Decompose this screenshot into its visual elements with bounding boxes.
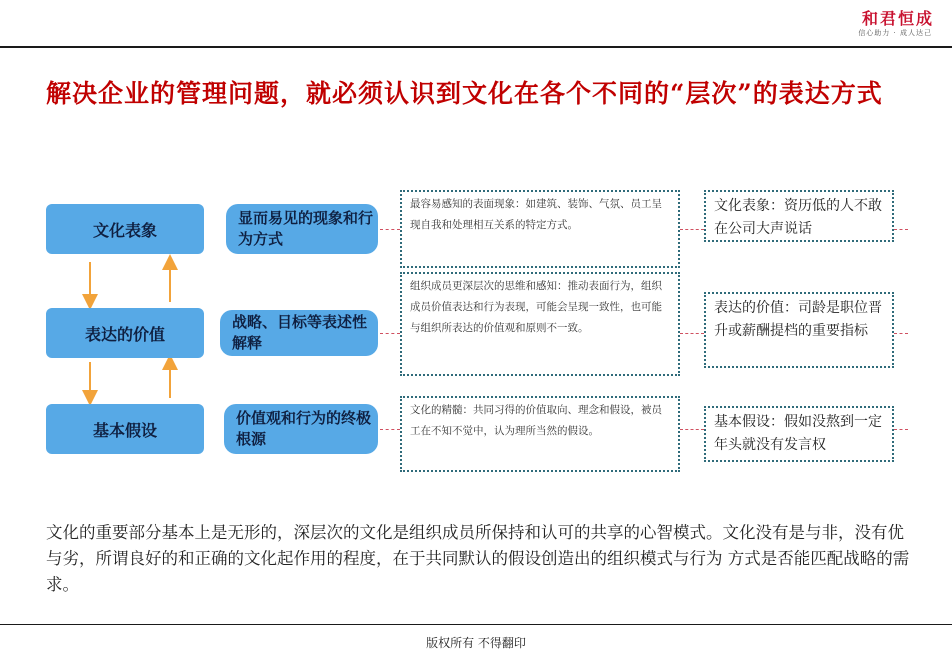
level-description-assumptions: 文化的精髓：共同习得的价值取向、理念和假设，被员工在不知不觉中，认为理所当然的假设。 (400, 396, 680, 472)
level-description-surface: 最容易感知的表面现象：如建筑、装饰、气氛、员工呈现自我和处理相互关系的特定方式。 (400, 190, 680, 268)
company-slogan: 信心助力 · 成人达己 (858, 29, 932, 37)
company-logo: 和君恒成 (861, 9, 934, 28)
connector-line (680, 333, 704, 334)
connector-line (894, 429, 908, 430)
connector-line (380, 333, 400, 334)
level-label-values: 表达的价值 (46, 308, 204, 358)
level-example-surface: 文化表象：资历低的人不敢在公司大声说话 (704, 190, 894, 242)
connector-line (380, 229, 400, 230)
footer-divider (0, 624, 952, 625)
copyright-footer: 版权所有 不得翻印 (426, 636, 526, 650)
level-label-assumptions: 基本假设 (46, 404, 204, 454)
connector-line (380, 429, 400, 430)
summary-paragraph: 文化的重要部分基本上是无形的，深层次的文化是组织成员所保持和认可的共享的心智模式。文化没有是与非，没有优与劣，所谓良好的和正确的文化起作用的程度，在于共同默认的假设创造出的组织模式与行为 方式是否能匹配战略的需求。 (46, 523, 910, 594)
level-description-values: 组织成员更深层次的思维和感知：推动表面行为，组织成员价值表达和行为表现，可能会呈现一致性，也可能与组织所表达的价值观和原则不一致。 (400, 272, 680, 376)
level-example-assumptions: 基本假设：假如没熬到一定年头就没有发言权 (704, 406, 894, 462)
level-example-values: 表达的价值：司龄是职位晋升或薪酬提档的重要指标 (704, 292, 894, 368)
connector-line (894, 229, 908, 230)
page-title: 解决企业的管理问题，就必须认识到文化在各个不同的“层次”的表达方式 (46, 79, 883, 108)
connector-line (680, 229, 704, 230)
level-meaning-values: 战略、目标等表述性解释 (220, 310, 378, 356)
level-label-surface: 文化表象 (46, 204, 204, 254)
level-meaning-surface: 显而易见的现象和行为方式 (226, 204, 378, 254)
level-meaning-assumptions: 价值观和行为的终极根源 (224, 404, 378, 454)
connector-line (680, 429, 704, 430)
connector-line (894, 333, 908, 334)
